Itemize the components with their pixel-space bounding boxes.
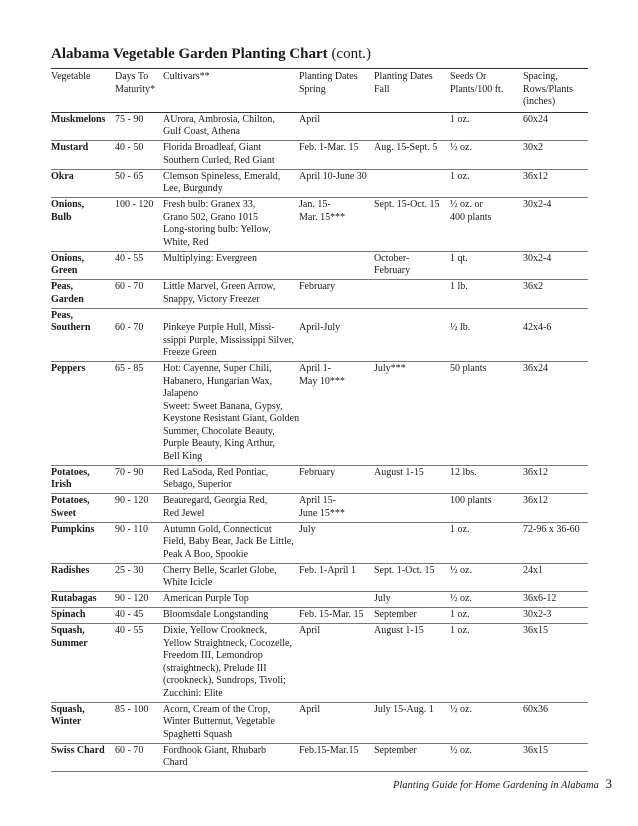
- cell-days: 90 - 120: [115, 593, 149, 604]
- planting-chart-table: [51, 71, 588, 772]
- cell-fall: July***: [374, 363, 406, 374]
- cell-vegetable: Mustard: [51, 142, 89, 153]
- cell-seeds: 12 lbs.: [450, 466, 477, 478]
- page-number: 3: [605, 776, 612, 791]
- cell-spring: April 1- May 10***: [299, 363, 345, 387]
- cell-cultivars: Fordhook Giant, Rhubarb Chard: [163, 744, 267, 768]
- table-row: [51, 141, 588, 170]
- cell-seeds: ½ oz.: [450, 142, 472, 153]
- cell-spring: February: [299, 466, 336, 478]
- cell-fall: July 15-Aug. 1: [374, 703, 434, 715]
- cell-vegetable: Peas, Garden: [51, 281, 84, 305]
- cell-fall: [374, 112, 450, 141]
- cell-seeds: ½ oz.: [450, 703, 472, 715]
- table-row: [51, 592, 588, 608]
- cell-spring: Feb. 1-April 1: [299, 564, 356, 576]
- cell-cultivars: AUrora, Ambrosia, Chilton, Gulf Coast, Athena: [163, 113, 275, 137]
- cell-cultivars: Bloomsdale Longstanding: [163, 609, 269, 620]
- cell-fall: [374, 169, 450, 198]
- cell-fall: September: [374, 609, 417, 620]
- cell-days: 40 - 55: [115, 625, 144, 636]
- cell-seeds: ½ oz. or 400 plants: [450, 199, 492, 223]
- cell-spacing: 36x15: [523, 625, 548, 636]
- cell-vegetable: Pumpkins: [51, 523, 95, 535]
- cell-cultivars: Autumn Gold, Connecticut Field, Baby Bear, Jack Be Little, Peak A Boo, Spookie: [163, 523, 294, 560]
- cell-days: 25 - 30: [115, 564, 144, 576]
- header-spacing: Spacing, Rows/Plants (inches): [523, 71, 574, 107]
- cell-spring: February: [299, 281, 336, 292]
- cell-seeds: 1 oz.: [450, 113, 470, 125]
- cell-days: 90 - 120: [115, 495, 149, 506]
- cell-spacing: 60x24: [523, 113, 548, 125]
- cell-seeds: 1 oz.: [450, 170, 470, 182]
- cell-days: 70 - 90: [115, 466, 144, 478]
- cell-spring: April-July: [299, 322, 341, 333]
- cell-spacing: 36x15: [523, 744, 548, 756]
- cell-days: 60 - 70: [115, 281, 144, 292]
- cell-spring: April 15- June 15***: [299, 495, 345, 519]
- cell-cultivars: American Purple Top: [163, 593, 249, 604]
- cell-vegetable: Muskmelons: [51, 113, 106, 125]
- cell-seeds: 50 plants: [450, 363, 487, 374]
- cell-spring: April 10-June 30: [299, 170, 367, 182]
- cell-vegetable: Squash, Winter: [51, 703, 85, 727]
- cell-seeds: ½ oz.: [450, 593, 472, 604]
- table-row: [51, 743, 588, 772]
- cell-fall: August 1-15: [374, 466, 424, 478]
- cell-cultivars: Cherry Belle, Scarlet Globe, White Icicle: [163, 564, 277, 588]
- table-row: [51, 198, 588, 252]
- cell-seeds: ½ oz.: [450, 744, 472, 756]
- header-seeds: Seeds Or Plants/100 ft.: [450, 71, 504, 95]
- header-days: Days To Maturity*: [115, 71, 155, 95]
- cell-vegetable: Peppers: [51, 363, 86, 374]
- cell-spring: Jan. 15- Mar. 15***: [299, 199, 346, 223]
- cell-fall: Aug. 15-Sept. 5: [374, 142, 438, 153]
- page-footer: [393, 776, 612, 792]
- cell-spacing: 30x2-4: [523, 199, 552, 210]
- top-rule: [51, 68, 588, 69]
- cell-vegetable: Potatoes, Sweet: [51, 495, 90, 519]
- cell-spacing: 36x24: [523, 363, 548, 374]
- cell-days: 40 - 45: [115, 609, 144, 620]
- cell-spring: [299, 592, 374, 608]
- header-spring: Planting Dates Spring: [299, 71, 358, 95]
- cell-vegetable: Onions, Green: [51, 252, 85, 276]
- cell-days: 40 - 50: [115, 142, 144, 153]
- cell-spacing: 36x2: [523, 281, 543, 292]
- cell-fall: [374, 494, 450, 523]
- cell-spacing: 36x12: [523, 466, 548, 478]
- cell-seeds: 1 oz.: [450, 625, 470, 636]
- cell-vegetable: Okra: [51, 170, 74, 182]
- cell-spacing: 36x12: [523, 495, 548, 506]
- cell-days: 60 - 70: [115, 744, 144, 756]
- cell-cultivars: Fresh bulb: Granex 33, Grano 502, Grano 1015 Long-storing bulb: Yellow, White, Red: [163, 199, 271, 248]
- cell-fall: [374, 308, 450, 362]
- cell-spacing: 36x6-12: [523, 593, 557, 604]
- header-vegetable: Vegetable: [51, 71, 91, 82]
- table-row: [51, 702, 588, 743]
- cell-fall: August 1-15: [374, 625, 424, 636]
- table-row: [51, 169, 588, 198]
- title-cont: (cont.): [331, 46, 372, 62]
- cell-fall: Sept. 15-Oct. 15: [374, 199, 440, 210]
- page-title: [51, 46, 371, 63]
- table-row: [51, 522, 588, 563]
- cell-seeds: 1 lb.: [450, 281, 468, 292]
- cell-days: 65 - 85: [115, 363, 144, 374]
- cell-spacing: 24x1: [523, 564, 543, 576]
- table-row: [51, 362, 588, 466]
- cell-cultivars: Beauregard, Georgia Red, Red Jewel: [163, 495, 268, 519]
- cell-cultivars: Dixie, Yellow Crookneck, Yellow Straightneck, Cocozelle, Freedom III, Lemondrop (straightneck), Prelude III (crookneck), Sundrops, Tivoli; Zucchini: Elite: [163, 625, 292, 699]
- cell-days: 85 - 100: [115, 703, 149, 715]
- cell-spring: [299, 251, 374, 280]
- cell-days: 100 - 120: [115, 199, 154, 210]
- cell-spring: April: [299, 625, 321, 636]
- cell-spacing: 72-96 x 36-60: [523, 523, 580, 535]
- cell-spacing: 30x2-3: [523, 609, 552, 620]
- cell-vegetable: Potatoes, Irish: [51, 466, 90, 490]
- cell-vegetable: Spinach: [51, 609, 86, 620]
- cell-spring: Feb. 1-Mar. 15: [299, 142, 359, 153]
- cell-spacing: 42x4-6: [523, 322, 552, 333]
- cell-spring: Feb. 15-Mar. 15: [299, 609, 364, 620]
- cell-vegetable: Swiss Chard: [51, 744, 105, 756]
- cell-days: 75 - 90: [115, 113, 144, 125]
- cell-fall: October- February: [374, 252, 411, 276]
- cell-spring: Feb.15-Mar.15: [299, 744, 359, 756]
- table-row: [51, 308, 588, 362]
- cell-cultivars: Florida Broadleaf, Giant Southern Curled, Red Giant: [163, 142, 275, 166]
- cell-vegetable: Rutabagas: [51, 593, 97, 604]
- cell-fall: [374, 280, 450, 309]
- cell-fall: September: [374, 744, 417, 756]
- table-row: [51, 608, 588, 624]
- cell-spacing: 36x12: [523, 170, 548, 182]
- cell-vegetable: Onions, Bulb: [51, 199, 85, 223]
- cell-cultivars: Little Marvel, Green Arrow, Snappy, Victory Freezer: [163, 281, 276, 305]
- cell-spacing: 60x36: [523, 703, 548, 715]
- footer-text: Planting Guide for Home Gardening in Alabama: [392, 780, 599, 791]
- cell-spring: July: [299, 523, 316, 535]
- table-row: [51, 465, 588, 494]
- table-row: [51, 563, 588, 592]
- cell-vegetable: Radishes: [51, 564, 90, 576]
- header-row: [51, 71, 588, 112]
- cell-seeds: 1 qt.: [450, 252, 468, 264]
- table-row: [51, 112, 588, 141]
- cell-vegetable: Squash, Summer: [51, 625, 88, 649]
- table-row: [51, 494, 588, 523]
- table-row: [51, 624, 588, 703]
- table-row: [51, 251, 588, 280]
- cell-cultivars: Clemson Spineless, Emerald, Lee, Burgundy: [163, 170, 281, 194]
- cell-cultivars: Multiplying: Evergreen: [163, 252, 257, 264]
- cell-cultivars: Pinkeye Purple Hull, Missi- ssippi Purple, Mississippi Silver, Freeze Green: [163, 322, 295, 358]
- title-main: Alabama Vegetable Garden Planting Chart: [51, 46, 328, 62]
- cell-seeds: ½ lb.: [450, 322, 471, 333]
- cell-days: 50 - 65: [115, 170, 144, 182]
- table-row: [51, 280, 588, 309]
- cell-fall: Sept. 1-Oct. 15: [374, 564, 435, 576]
- cell-seeds: ½ oz.: [450, 564, 472, 576]
- header-fall: Planting Dates Fall: [374, 71, 433, 95]
- header-cultivars: Cultivars**: [163, 71, 210, 82]
- cell-fall: [374, 522, 450, 563]
- cell-seeds: 1 oz.: [450, 609, 470, 620]
- cell-cultivars: Acorn, Cream of the Crop, Winter Butternut, Vegetable Spaghetti Squash: [163, 703, 275, 740]
- cell-cultivars: Hot: Cayenne, Super Chili, Habanero, Hungarian Wax, Jalapeno Sweet: Sweet Banana, Gypsy, Keystone Resistant Giant, Golden Summer, Chocolate Beauty, Purple Beauty, King Arthur, Bell King: [163, 363, 300, 462]
- cell-spacing: 30x2-4: [523, 252, 552, 264]
- cell-seeds: 1 oz.: [450, 523, 470, 535]
- cell-cultivars: Red LaSoda, Red Pontiac, Sebago, Superior: [163, 466, 269, 490]
- cell-spacing: 30x2: [523, 142, 543, 153]
- cell-days: 90 - 110: [115, 523, 148, 535]
- cell-spring: April: [299, 703, 321, 715]
- cell-spring: April: [299, 113, 321, 125]
- cell-vegetable: Peas, Southern: [51, 309, 91, 333]
- cell-days: 40 - 55: [115, 252, 144, 264]
- cell-seeds: 100 plants: [450, 495, 492, 506]
- cell-fall: July: [374, 593, 391, 604]
- cell-days: 60 - 70: [115, 322, 144, 333]
